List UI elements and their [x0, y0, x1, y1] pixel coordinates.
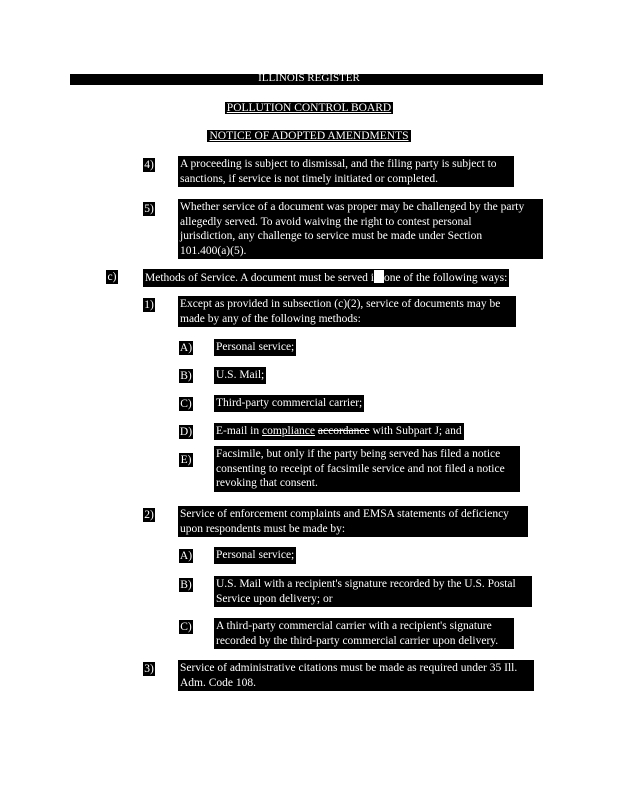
item-label-c3: 3) [144, 663, 154, 675]
item-c1E-text: Facsimile, but only if the party being served has filed a notice consenting to receipt of facsimile service and not filed a notice revoking that consent. [214, 446, 520, 492]
item-label-c2B: B) [180, 579, 192, 591]
item-label-c1B: B) [180, 370, 192, 382]
item-c2A-text: Personal service; [214, 547, 296, 564]
item-c1A-text: Personal service; [214, 339, 296, 356]
item-c2-text: Service of enforcement complaints and EMSA statements of deficiency upon respondents must be made by: [178, 506, 528, 537]
subsection-c-text: Methods of Service. A document must be served i one of the following ways: [143, 269, 509, 287]
item-label-c2C: C) [180, 621, 192, 633]
inserted-text: compliance [262, 425, 316, 437]
item-label-c2: 2) [144, 509, 154, 521]
deleted-text: accordance [317, 425, 370, 437]
item-c2B-text: U.S. Mail with a recipient's signature recorded by the U.S. Postal Service upon delivery; or [214, 576, 532, 607]
board-title: POLLUTION CONTROL BOARD [226, 102, 392, 114]
subsection-label-c: c) [107, 271, 117, 283]
item-label-4: 4) [144, 159, 154, 171]
item-label-c1C: C) [180, 398, 192, 410]
notice-title: NOTICE OF ADOPTED AMENDMENTS [209, 130, 409, 142]
item-label-c1E: E) [180, 454, 192, 466]
item-c1C-text: Third-party commercial carrier; [214, 395, 364, 412]
item-c1B-text: U.S. Mail; [214, 367, 266, 384]
item-4-text: A proceeding is subject to dismissal, and the filing party is subject to sanctions, if service is not timely initiated or completed. [178, 156, 514, 187]
item-label-c1D: D) [179, 426, 193, 438]
item-c2C-text: A third-party commercial carrier with a recipient's signature recorded by the third-party commercial carrier upon delivery. [214, 618, 514, 649]
item-c1D-text: E-mail in compliance accordance with Subpart J; and [214, 423, 464, 440]
item-label-c1A: A) [179, 342, 193, 354]
register-title: ILLINOIS REGISTER [258, 72, 360, 84]
item-label-5: 5) [144, 203, 154, 215]
item-label-c1: 1) [144, 299, 154, 311]
item-5-text: Whether service of a document was proper may be challenged by the party allegedly served. To avoid waiving the right to contest personal jurisdiction, any challenge to service must be made under Section 101.400(a)(5). [178, 199, 543, 259]
item-c1-text: Except as provided in subsection (c)(2), service of documents may be made by any of the following methods: [178, 296, 516, 327]
item-label-c2A: A) [179, 550, 193, 562]
item-c3-text: Service of administrative citations must be made as required under 35 Ill. Adm. Code 108. [178, 660, 534, 691]
